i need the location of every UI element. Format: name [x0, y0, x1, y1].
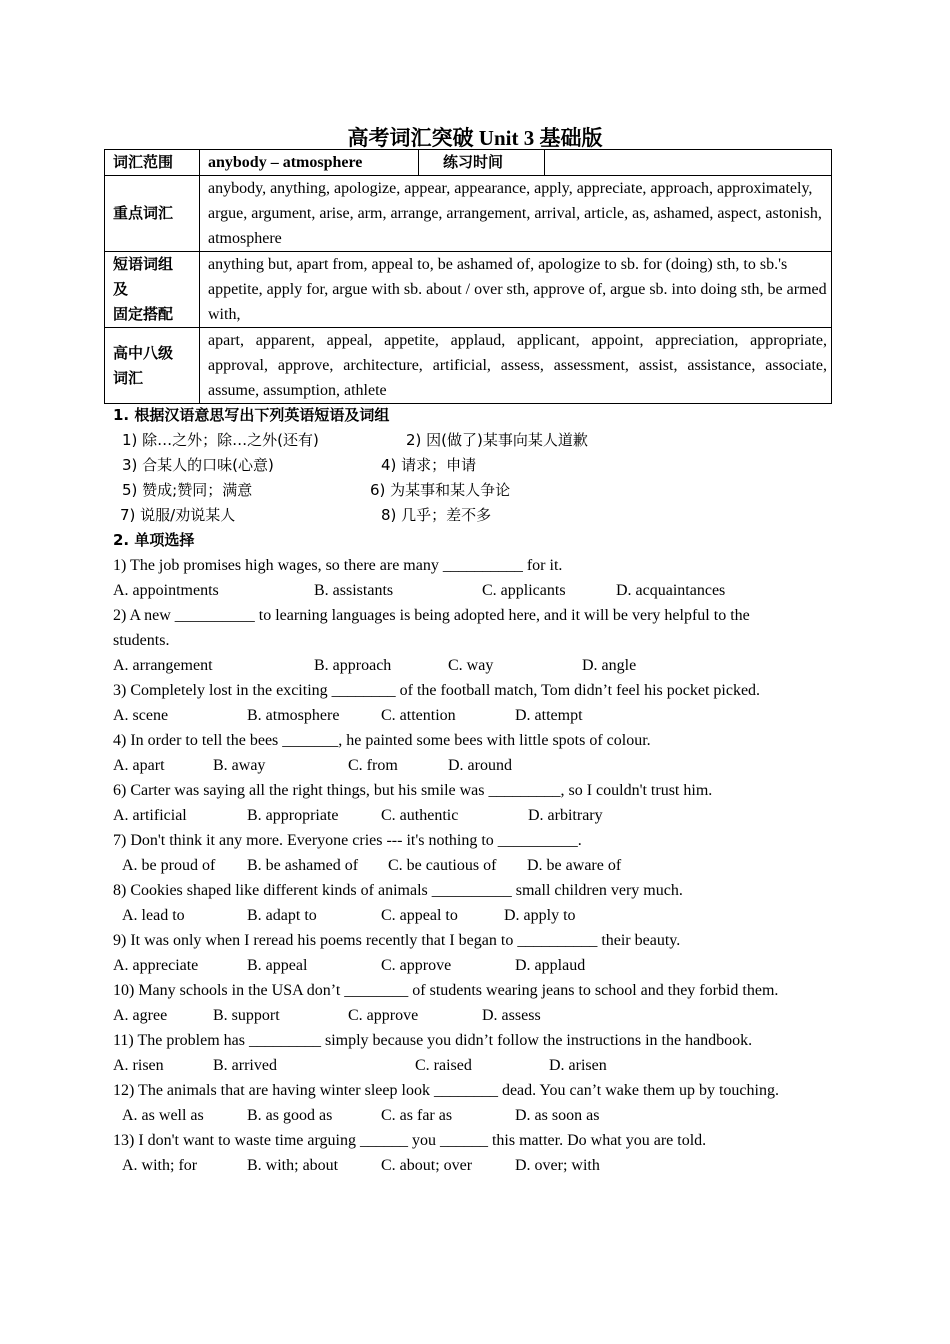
answer-option[interactable]: C. attention	[381, 707, 456, 724]
vocab-table	[104, 149, 832, 404]
option-row	[113, 1103, 833, 1128]
answer-option[interactable]: A. artificial	[113, 807, 187, 824]
answer-option[interactable]: B. support	[213, 1007, 280, 1024]
phrases-label-line: 短语词组	[113, 255, 174, 273]
key-words-label: 重点词汇	[105, 176, 200, 252]
section1-list	[113, 428, 833, 528]
answer-option[interactable]: A. scene	[113, 707, 169, 724]
answer-option[interactable]: B. assistants	[314, 582, 394, 599]
answer-option[interactable]: B. as good as	[247, 1107, 333, 1124]
table-row	[105, 252, 832, 328]
level8-label	[105, 328, 200, 404]
answer-option[interactable]: C. raised	[415, 1057, 472, 1074]
answer-option[interactable]: C. way	[448, 657, 494, 674]
answer-option[interactable]: D. angle	[582, 657, 637, 674]
answer-option[interactable]: B. be ashamed of	[247, 857, 359, 874]
option-row	[113, 578, 833, 603]
section1-heading: 1. 根据汉语意思写出下列英语短语及词组	[113, 406, 390, 424]
question-stem: 13) I don't want to waste time arguing ______ you ______ this matter. Do what you are told.	[113, 1132, 707, 1149]
option-row	[113, 853, 833, 878]
question-stem: 12) The animals that are having winter sleep look ________ dead. You can’t wake them up by touching.	[113, 1082, 779, 1099]
answer-option[interactable]: A. appointments	[113, 582, 219, 599]
question-stem: 4) In order to tell the bees _______, he painted some bees with little spots of colour.	[113, 732, 651, 749]
answer-option[interactable]: A. as well as	[122, 1107, 204, 1124]
translation-item: 1) 除…之外；除…之外(还有)	[122, 431, 319, 449]
answer-option[interactable]: C. about; over	[381, 1157, 473, 1174]
answer-option[interactable]: D. as soon as	[515, 1107, 600, 1124]
answer-option[interactable]: B. arrived	[213, 1057, 277, 1074]
answer-option[interactable]: D. around	[448, 757, 512, 774]
answer-option[interactable]: C. applicants	[482, 582, 566, 599]
answer-option[interactable]: C. approve	[381, 957, 452, 974]
phrases-label-line: 固定搭配	[113, 305, 174, 323]
answer-option[interactable]: D. assess	[482, 1007, 541, 1024]
phrases-cell: anything but, apart from, appeal to, be ashamed of, apologize to sb. for (doing) sth, to sb.'s appetite, apply for, argue with sb. about / over sth, approve of, argue sb. into doing sth, be armed with,	[200, 252, 832, 328]
question-stem: 10) Many schools in the USA don’t ________ of students wearing jeans to school and they forbid them.	[113, 982, 779, 999]
answer-option[interactable]: B. atmosphere	[247, 707, 340, 724]
answer-option[interactable]: D. be aware of	[527, 857, 622, 874]
translation-item: 4) 请求；申请	[381, 456, 477, 474]
answer-option[interactable]: A. risen	[113, 1057, 164, 1074]
answer-option[interactable]: A. arrangement	[113, 657, 213, 674]
list-item	[113, 503, 833, 528]
question-stem: 8) Cookies shaped like different kinds of animals __________ small children very much.	[113, 882, 683, 899]
section-heading	[113, 528, 833, 553]
time-value[interactable]	[545, 150, 832, 176]
translation-item: 3) 合某人的口味(心意)	[122, 456, 274, 474]
range-label: 词汇范围	[105, 150, 200, 176]
answer-option[interactable]: D. attempt	[515, 707, 583, 724]
list-item	[113, 478, 833, 503]
option-row	[113, 803, 833, 828]
question-stem: 7) Don't think it any more. Everyone cries --- it's nothing to __________.	[113, 832, 582, 849]
translation-item: 6) 为某事和某人争论	[370, 481, 511, 499]
key-words-cell: anybody, anything, apologize, appear, appearance, apply, appreciate, approach, approximately, argue, argument, arise, arm, arrange, arrangement, arrival, article, as, ashamed, aspect, astonish, atmosphere	[200, 176, 832, 252]
option-row	[113, 953, 833, 978]
answer-option[interactable]: D. acquaintances	[616, 582, 726, 599]
answer-option[interactable]: B. adapt to	[247, 907, 317, 924]
answer-option[interactable]: C. from	[348, 757, 398, 774]
section2-heading: 2. 单项选择	[113, 531, 195, 549]
table-row	[105, 176, 832, 252]
translation-item: 5) 赞成;赞同；满意	[122, 481, 253, 499]
range-value: anybody – atmosphere	[200, 150, 419, 176]
time-label: 练习时间	[419, 150, 545, 176]
answer-option[interactable]: C. be cautious of	[388, 857, 497, 874]
option-row	[113, 1053, 833, 1078]
question-stem: 9) It was only when I reread his poems recently that I began to __________ their beauty.	[113, 932, 681, 949]
answer-option[interactable]: C. as far as	[381, 1107, 453, 1124]
answer-option[interactable]: A. be proud of	[122, 857, 216, 874]
answer-option[interactable]: B. appeal	[247, 957, 308, 974]
answer-option[interactable]: C. approve	[348, 1007, 419, 1024]
option-row	[113, 653, 833, 678]
option-row	[113, 703, 833, 728]
answer-option[interactable]: B. with; about	[247, 1157, 339, 1174]
option-row	[113, 1003, 833, 1028]
level8-label-line: 词汇	[113, 368, 144, 387]
answer-option[interactable]: D. over; with	[515, 1157, 600, 1174]
level8-cell: apart, apparent, appeal, appetite, applaud, applicant, appoint, appreciation, appropriate, approval, approve, architecture, artificial, assess, assessment, assist, assistance, associate, assume, assumption, athlete	[200, 328, 832, 404]
level8-label-line: 高中八级	[113, 343, 174, 362]
translation-item: 2) 因(做了)某事向某人道歉	[406, 431, 588, 449]
phrases-label-line: 及	[113, 280, 129, 298]
list-item	[113, 453, 833, 478]
question-stem: 6) Carter was saying all the right things, but his smile was _________, so I couldn't trust him.	[113, 782, 713, 799]
exercise-body	[113, 403, 833, 1178]
question-stem: 2) A new __________ to learning languages is being adopted here, and it will be very helpful to the	[113, 607, 750, 624]
answer-option[interactable]: D. arisen	[549, 1057, 607, 1074]
answer-option[interactable]: A. appreciate	[113, 957, 199, 974]
translation-item: 8) 几乎；差不多	[381, 506, 492, 524]
answer-option[interactable]: A. lead to	[122, 907, 185, 924]
answer-option[interactable]: D. arbitrary	[528, 807, 603, 824]
section-heading	[113, 403, 833, 428]
question-stem: students.	[113, 632, 170, 649]
question-stem: 11) The problem has _________ simply because you didn’t follow the instructions in the handbook.	[113, 1032, 753, 1049]
question-stem: 1) The job promises high wages, so there are many __________ for it.	[113, 557, 563, 574]
question-stem: 3) Completely lost in the exciting ________ of the football match, Tom didn’t feel his pocket picked.	[113, 682, 761, 699]
option-row	[113, 903, 833, 928]
table-row	[105, 328, 832, 404]
answer-option[interactable]: D. apply to	[504, 907, 576, 924]
answer-option[interactable]: D. applaud	[515, 957, 586, 974]
answer-option[interactable]: B. approach	[314, 657, 392, 674]
translation-item: 7) 说服/劝说某人	[120, 506, 236, 524]
page-title: 高考词汇突破 Unit 3 基础版	[347, 126, 603, 150]
option-row	[113, 1153, 833, 1178]
answer-option[interactable]: B. appropriate	[247, 807, 339, 824]
answer-option[interactable]: C. authentic	[381, 807, 459, 824]
answer-option[interactable]: C. appeal to	[381, 907, 458, 924]
answer-option[interactable]: A. with; for	[122, 1157, 198, 1174]
phrases-label	[105, 252, 200, 328]
answer-option[interactable]: A. apart	[113, 757, 165, 774]
answer-option[interactable]: B. away	[213, 757, 266, 774]
table-row	[105, 150, 832, 176]
list-item	[113, 428, 833, 453]
option-row	[113, 753, 833, 778]
section2-list	[113, 553, 833, 1178]
answer-option[interactable]: A. agree	[113, 1007, 168, 1024]
